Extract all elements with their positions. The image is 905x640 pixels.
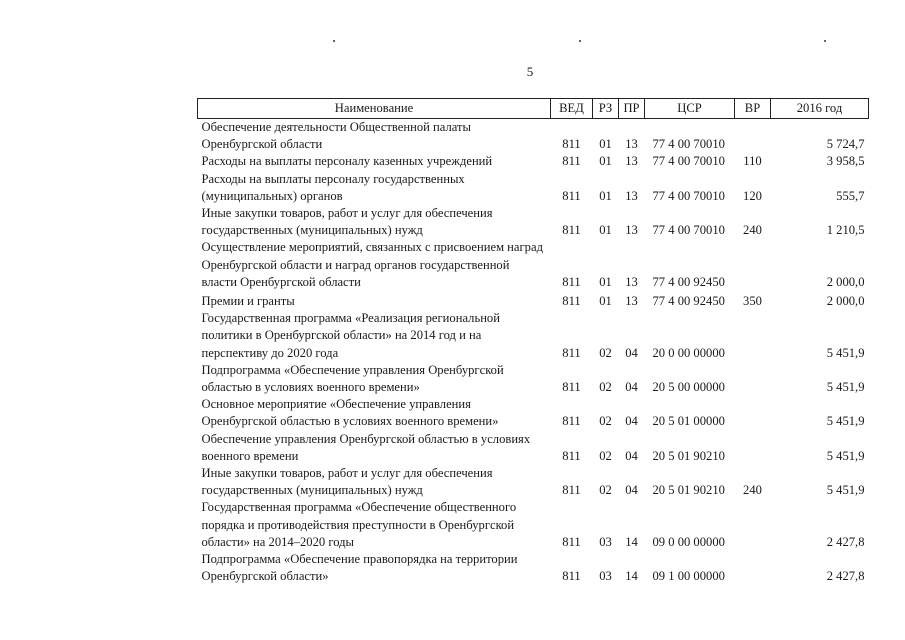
- row-amount: 2 000,0: [826, 294, 865, 309]
- row-rz: 02: [599, 448, 612, 463]
- row-name: Расходы на выплаты персоналу казенных учреждений: [201, 154, 493, 169]
- row-ved: 811: [562, 534, 581, 549]
- table-row: [198, 362, 869, 396]
- table-row: [198, 239, 869, 291]
- row-ved: 811: [562, 274, 581, 289]
- row-vr: 240: [743, 223, 762, 238]
- row-ved: 811: [562, 448, 581, 463]
- row-vr: [735, 499, 771, 551]
- row-pr: 14: [625, 534, 638, 549]
- row-amount: 555,7: [836, 188, 865, 203]
- row-rz: 01: [599, 188, 612, 203]
- table-row: [198, 499, 869, 551]
- row-name: Осуществление мероприятий, связанных с присвоением наград Оренбургской области и наград органов государственной власти Оренбургской области: [201, 240, 543, 289]
- row-csr: 20 5 01 90210: [652, 448, 725, 463]
- row-pr: 13: [625, 154, 638, 169]
- row-pr: 13: [625, 294, 638, 309]
- row-csr: 20 5 01 90210: [652, 483, 725, 498]
- row-name: Иные закупки товаров, работ и услуг для обеспечения государственных (муниципальных) нужд: [201, 206, 493, 238]
- table-row: [198, 119, 869, 154]
- row-csr: 77 4 00 92450: [652, 274, 725, 289]
- row-amount: 2 427,8: [826, 569, 865, 584]
- table-row: [198, 291, 869, 310]
- row-vr: [735, 239, 771, 291]
- row-pr: 04: [625, 380, 638, 395]
- row-ved: 811: [562, 154, 581, 169]
- row-pr: 13: [625, 274, 638, 289]
- table-header-row: [198, 99, 869, 119]
- row-rz: 03: [599, 569, 612, 584]
- row-ved: 811: [562, 188, 581, 203]
- row-amount: 5 451,9: [826, 414, 865, 429]
- table-row: [198, 153, 869, 170]
- table-row: [198, 465, 869, 499]
- row-csr: 20 5 00 00000: [652, 380, 725, 395]
- row-amount: 5 451,9: [826, 380, 865, 395]
- budget-table: [197, 98, 869, 585]
- row-csr: 77 4 00 92450: [652, 294, 725, 309]
- row-ved: 811: [562, 223, 581, 238]
- row-vr: [735, 362, 771, 396]
- row-name: Государственная программа «Реализация региональной политики в Оренбургской области» на 2014 год и на перспективу до 2020 года: [201, 311, 500, 360]
- row-rz: 03: [599, 534, 612, 549]
- table-row: [198, 431, 869, 465]
- table-row: [198, 551, 869, 585]
- row-name: Расходы на выплаты персоналу государственных (муниципальных) органов: [201, 171, 465, 203]
- row-vr: 240: [743, 483, 762, 498]
- row-rz: 02: [599, 380, 612, 395]
- row-name: Подпрограмма «Обеспечение правопорядка на территории Оренбургской области»: [201, 552, 518, 584]
- row-name: Обеспечение деятельности Общественной палаты Оренбургской области: [201, 120, 472, 152]
- scan-mark: [333, 40, 335, 42]
- row-name: Основное мероприятие «Обеспечение управления Оренбургской областью в условиях военного времени»: [201, 397, 499, 429]
- row-vr: 110: [743, 154, 762, 169]
- row-amount: 1 210,5: [826, 223, 865, 238]
- row-rz: 01: [599, 274, 612, 289]
- row-ved: 811: [562, 414, 581, 429]
- row-csr: 77 4 00 70010: [652, 137, 725, 152]
- header-ved: ВЕД: [551, 99, 593, 119]
- row-vr: [735, 396, 771, 430]
- row-rz: 02: [599, 414, 612, 429]
- row-vr: [735, 310, 771, 362]
- row-amount: 2 000,0: [826, 274, 865, 289]
- row-csr: 77 4 00 70010: [652, 188, 725, 203]
- row-name: Подпрограмма «Обеспечение управления Оренбургской областью в условиях военного времени»: [201, 362, 504, 395]
- row-ved: 811: [562, 345, 581, 360]
- row-vr: 120: [743, 188, 762, 203]
- row-rz: 01: [599, 223, 612, 238]
- row-csr: 77 4 00 70010: [652, 154, 725, 169]
- row-rz: 01: [599, 154, 612, 169]
- row-ved: 811: [562, 294, 581, 309]
- row-pr: 04: [625, 483, 638, 498]
- row-ved: 811: [562, 380, 581, 395]
- row-pr: 04: [625, 345, 638, 360]
- row-vr: [735, 551, 771, 585]
- row-csr: 09 0 00 00000: [652, 534, 725, 549]
- row-csr: 20 5 01 00000: [652, 414, 725, 429]
- table-row: [198, 310, 869, 362]
- row-csr: 09 1 00 00000: [652, 569, 725, 584]
- page-number: 5: [526, 64, 534, 79]
- row-name: Премии и гранты: [201, 294, 295, 309]
- header-rz: РЗ: [593, 99, 619, 119]
- table-row: [198, 396, 869, 430]
- row-csr: 20 0 00 00000: [652, 345, 725, 360]
- row-amount: 5 724,7: [826, 137, 865, 152]
- row-ved: 811: [562, 137, 581, 152]
- row-rz: 02: [599, 483, 612, 498]
- row-name: Обеспечение управления Оренбургской областью в условиях военного времени: [201, 431, 531, 463]
- scan-mark: [579, 40, 581, 42]
- row-pr: 13: [625, 223, 638, 238]
- header-csr: ЦСР: [645, 99, 735, 119]
- row-name: Иные закупки товаров, работ и услуг для обеспечения государственных (муниципальных) нужд: [201, 466, 493, 498]
- row-pr: 13: [625, 188, 638, 203]
- row-rz: 02: [599, 345, 612, 360]
- row-rz: 01: [599, 137, 612, 152]
- table-row: [198, 171, 869, 205]
- row-ved: 811: [562, 483, 581, 498]
- header-vr: ВР: [735, 99, 771, 119]
- row-rz: 01: [599, 294, 612, 309]
- table-row: [198, 205, 869, 239]
- row-vr: [735, 119, 771, 154]
- header-year: 2016 год: [771, 99, 869, 119]
- row-name: Государственная программа «Обеспечение общественного порядка и противодействия преступности в Оренбургской области» на 2014–2020 годы: [201, 500, 517, 549]
- row-pr: 14: [625, 569, 638, 584]
- row-pr: 04: [625, 414, 638, 429]
- row-csr: 77 4 00 70010: [652, 223, 725, 238]
- row-amount: 2 427,8: [826, 534, 865, 549]
- header-name: Наименование: [198, 99, 551, 119]
- row-vr: [735, 431, 771, 465]
- row-amount: 5 451,9: [826, 483, 865, 498]
- row-vr: 350: [743, 294, 762, 309]
- row-amount: 5 451,9: [826, 448, 865, 463]
- row-amount: 5 451,9: [826, 345, 865, 360]
- scan-mark: [824, 40, 826, 42]
- row-pr: 04: [625, 448, 638, 463]
- row-amount: 3 958,5: [826, 154, 865, 169]
- row-pr: 13: [625, 137, 638, 152]
- header-pr: ПР: [619, 99, 645, 119]
- row-ved: 811: [562, 569, 581, 584]
